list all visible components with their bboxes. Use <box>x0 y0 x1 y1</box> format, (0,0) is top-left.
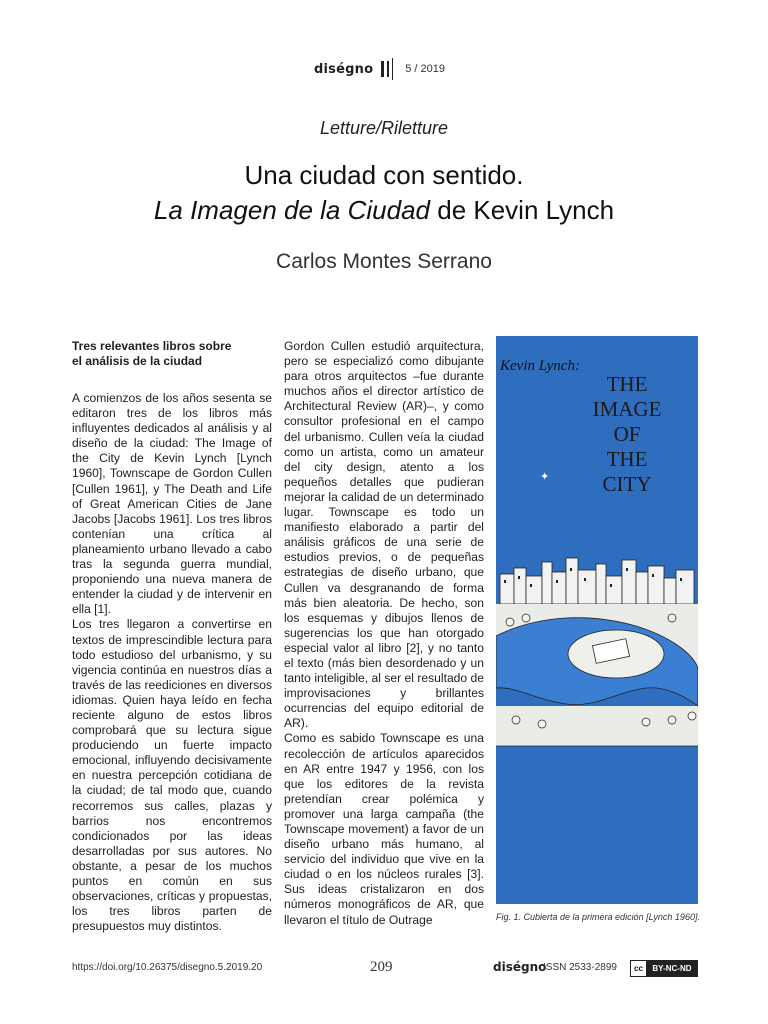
subheading: Tres relevantes libros sobre el análisis de la ciudad <box>72 339 232 368</box>
issn: ISSN 2533-2899 <box>543 962 617 973</box>
cover-title: THE IMAGE OF THE CITY <box>592 372 662 496</box>
book-cover-image <box>496 336 698 904</box>
paragraph: Como es sabido Townscape es una recolección de artículos aparecidos en AR entre 1947 y 1956, con los que los editores de la revista pretendían crear polémica y promover una larga campaña (the Townscape movement) a favor de un diseño urbano más humano, al servicio del individuo que vive en la ciudad o en los núcleos rurales [3]. Sus ideas cristalizaron en dos números monográficos de AR, que llevaron el título de Outrage <box>284 731 484 927</box>
text-column-1 <box>72 339 272 934</box>
page-footer <box>0 960 768 980</box>
svg-text:✦: ✦ <box>540 470 550 483</box>
article-title-line1: Una ciudad con sentido. <box>244 160 524 190</box>
author-name: Carlos Montes Serrano <box>276 250 492 273</box>
issue-number: 5 / 2019 <box>405 63 445 75</box>
logo-bars-icon <box>381 58 393 80</box>
cover-author: Kevin Lynch: <box>500 358 580 374</box>
paragraph: Gordon Cullen estudió arquitectura, pero se especializó como dibujante para otros arquitectos –fue durante muchos años el director artístico de Architectural Review (AR)–, y como consultor profesional en el campo del urbanismo. Cullen veía la ciudad como un artista, como un amateur del city design, atento a los pequeños detalles que pudieran mejorar la calidad de un determinado lugar. Townscape es todo un manifiesto elaborado a partir del análisis gráficos de una serie de estudios previos, o de pequeñas estrategias de diseño urbano, que Cullen va desgranando de forma más bien aleatoria. De hecho, son los esquemas y dibujos llenos de sugerencias los que han otorgado especial valor al libro [2], y no tanto el texto (más bien desordenado y un tanto inteligible, al ser el resultado de improvisaciones y brillantes ocurrencias del equipo editorial de AR). <box>284 339 484 731</box>
text-column-2 <box>284 339 484 928</box>
journal-brand: diségno <box>314 61 374 77</box>
figure-caption: Fig. 1. Cubierta de la primera edición [Lynch 1960]. <box>496 912 700 922</box>
paragraph: A comienzos de los años sesenta se editaron tres de los libros más influyentes dedicados al análisis y al diseño de la ciudad: The Image of the City de Kevin Lynch [Lynch 1960], Townscape de Gordon Cullen [Cullen 1961], y The Death and Life of Great American Cities de Jane Jacobs [Jacobs 1961]. Los tres libros contenían una crítica al planeamiento urbano llevado a cabo tras la segunda guerra mundial, proponiendo una nueva manera de entender la ciudad y de intervenir en ella [1]. <box>72 391 272 617</box>
footer-brand: diségno <box>493 960 547 974</box>
cc-icon: cc <box>631 961 647 976</box>
journal-header <box>314 58 445 80</box>
doi-link[interactable]: https://doi.org/10.26375/disegno.5.2019.20 <box>72 962 263 973</box>
section-label: Letture/Riletture <box>319 118 449 138</box>
cc-license-badge[interactable] <box>630 960 698 977</box>
article-title-line2: La Imagen de la Ciudad de Kevin Lynch <box>153 195 615 225</box>
license-label: BY-NC-ND <box>647 961 697 976</box>
page-number: 209 <box>370 959 393 975</box>
paragraph: Los tres llegaron a convertirse en textos de imprescindible lectura para todo estudioso del urbanismo, y su vigencia continúa en nuestros días a través de las reediciones en diversos idiomas. Quien haya leído en fecha reciente alguno de estos libros comprobará que su lectura sigue produciendo un fuerte impacto emocional, influyendo decisivamente en nuestra percepción cotidiana de la ciudad; de tal modo que, cuando recorremos sus calles, plazas y barrios nos encontremos condicionados por las ideas desarrolladas por sus autores. No obstante, a pesar de los muchos puntos en común en sus observaciones, críticas y propuestas, los tres libros parten de presupuestos muy distintos. <box>72 617 272 934</box>
book-title: La Imagen de la Ciudad <box>153 195 431 225</box>
